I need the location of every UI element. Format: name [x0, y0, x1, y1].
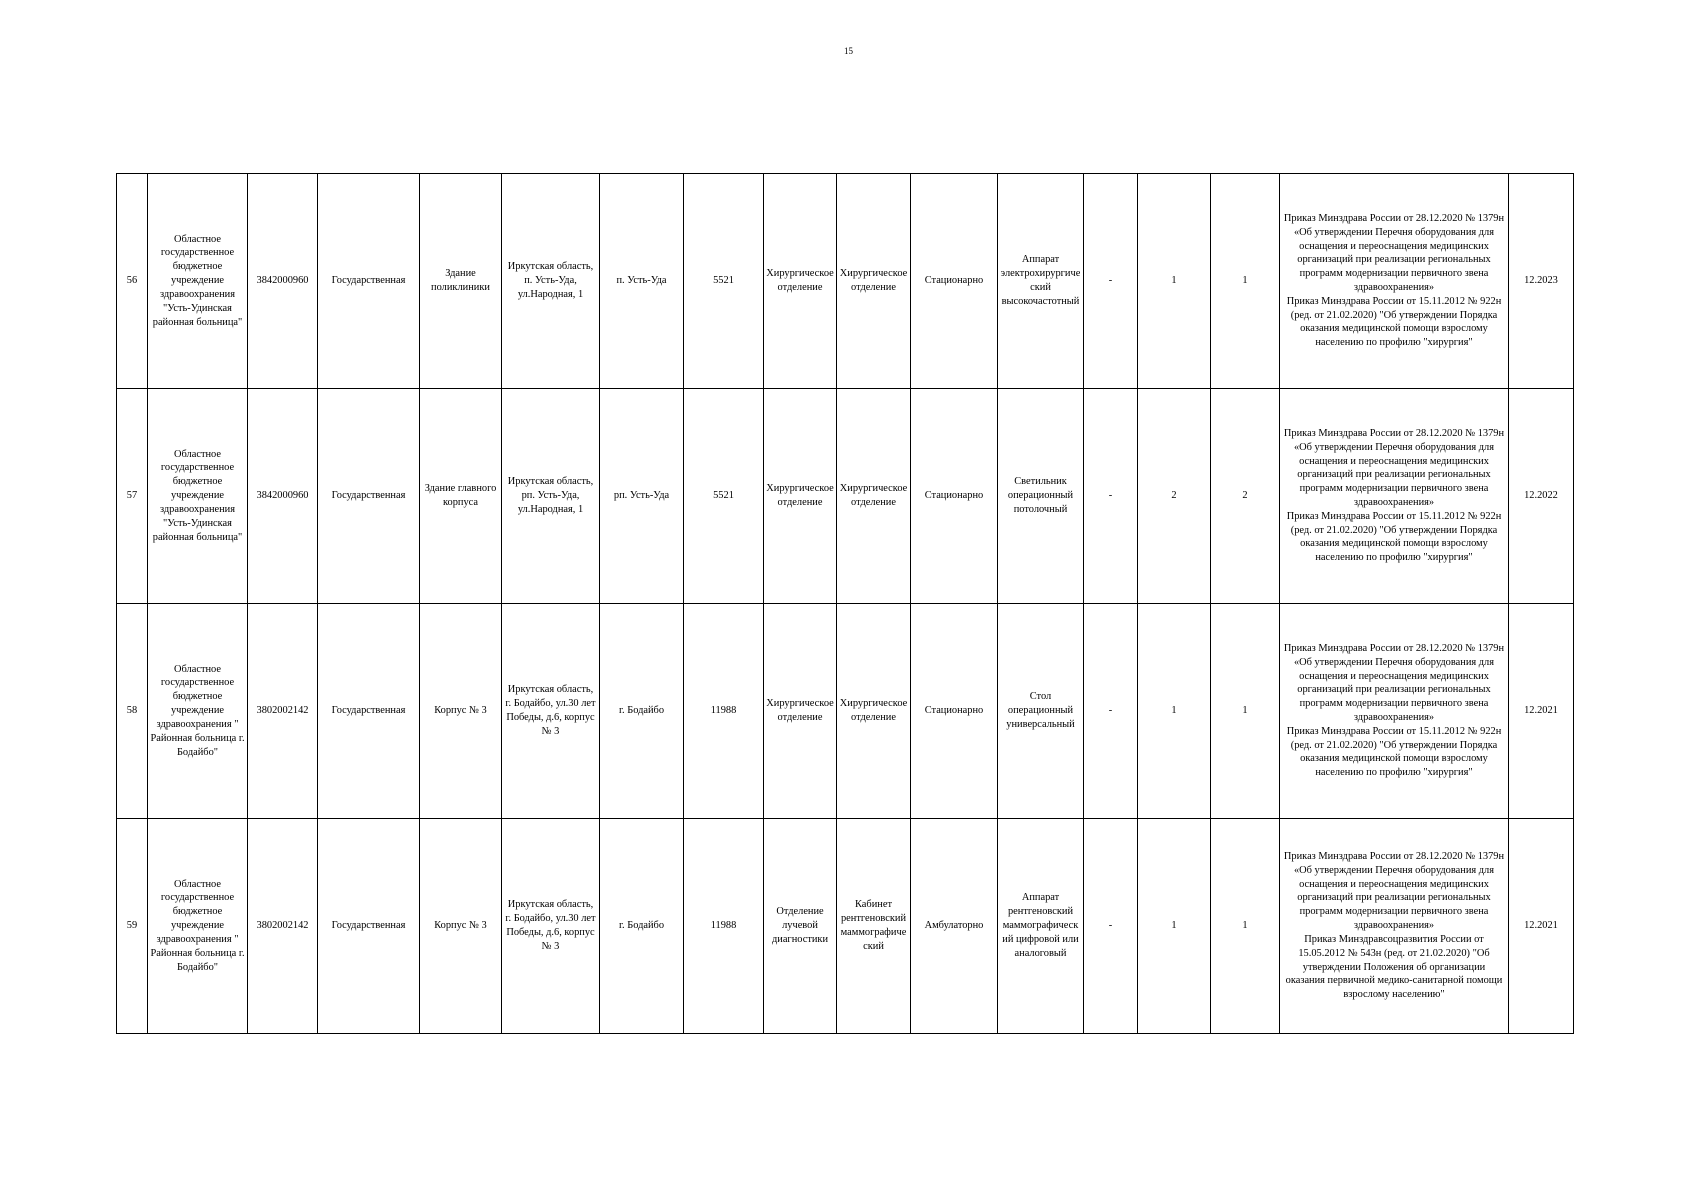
organization-name: Областное государственное бюджетное учреждение здравоохранения "Усть-Удинская районная больница" — [148, 389, 248, 604]
quantity-required: 2 — [1138, 389, 1211, 604]
building-name: Корпус № 3 — [420, 819, 502, 1034]
settlement: рп. Усть-Уда — [600, 389, 684, 604]
building-name: Здание главного корпуса — [420, 389, 502, 604]
inn: 3842000960 — [248, 389, 318, 604]
equipment-name: Стол операционный универсальный — [998, 604, 1084, 819]
care-form: Амбулаторно — [911, 819, 998, 1034]
delivery-date: 12.2021 — [1509, 819, 1574, 1034]
building-name: Здание поликлиники — [420, 174, 502, 389]
department: Отделение лучевой диагностики — [764, 819, 837, 1034]
organization-name: Областное государственное бюджетное учреждение здравоохранения "Усть-Удинская районная больница" — [148, 174, 248, 389]
organization-name: Областное государственное бюджетное учреждение здравоохранения " Районная больница г. Бодайбо" — [148, 819, 248, 1034]
delivery-date: 12.2021 — [1509, 604, 1574, 819]
unit: Хирургическое отделение — [837, 604, 911, 819]
regulatory-documents — [1280, 819, 1509, 1034]
quantity-existing: - — [1084, 389, 1138, 604]
population: 5521 — [684, 389, 764, 604]
department: Хирургическое отделение — [764, 174, 837, 389]
quantity-planned: 1 — [1211, 174, 1280, 389]
unit: Хирургическое отделение — [837, 389, 911, 604]
quantity-required: 1 — [1138, 819, 1211, 1034]
building-name: Корпус № 3 — [420, 604, 502, 819]
regulatory-documents-text: Приказ Минздрава России от 28.12.2020 № 1379н «Об утверждении Перечня оборудования для оснащения и переоснащения медицинских организаций при реализации региональных программ модернизации первичного звена здравоохранения» Приказ Минздрава России от 15.11.2012 № 922н (ред. от 21.02.2020) "Об утверждении Порядка оказания медицинской помощи взрослому населению по профилю "хирургия" — [1283, 642, 1505, 779]
table-row — [117, 389, 1574, 604]
quantity-required: 1 — [1138, 174, 1211, 389]
care-form: Стационарно — [911, 174, 998, 389]
department: Хирургическое отделение — [764, 389, 837, 604]
address: Иркутская область, г. Бодайбо, ул.30 лет Победы, д.6, корпус № 3 — [502, 604, 600, 819]
regulatory-documents — [1280, 174, 1509, 389]
regulatory-documents-text: Приказ Минздрава России от 28.12.2020 № 1379н «Об утверждении Перечня оборудования для оснащения и переоснащения медицинских организаций при реализации региональных программ модернизации первичного звена здравоохранения» Приказ Минздравсоцразвития России от 15.05.2012 № 543н (ред. от 21.02.2020) "Об утверждении Положения об организации оказания первичной медико-санитарной помощи взрослому населению" — [1283, 850, 1505, 1001]
row-number: 58 — [117, 604, 148, 819]
regulatory-documents-text: Приказ Минздрава России от 28.12.2020 № 1379н «Об утверждении Перечня оборудования для оснащения и переоснащения медицинских организаций при реализации региональных программ модернизации первичного звена здравоохранения» Приказ Минздрава России от 15.11.2012 № 922н (ред. от 21.02.2020) "Об утверждении Порядка оказания медицинской помощи взрослому населению по профилю "хирургия" — [1283, 427, 1505, 564]
equipment-registry-table — [116, 173, 1574, 1034]
settlement: п. Усть-Уда — [600, 174, 684, 389]
quantity-existing: - — [1084, 604, 1138, 819]
table-row — [117, 174, 1574, 389]
regulatory-documents — [1280, 389, 1509, 604]
table-row — [117, 819, 1574, 1034]
care-form: Стационарно — [911, 389, 998, 604]
population: 11988 — [684, 819, 764, 1034]
inn: 3802002142 — [248, 819, 318, 1034]
address: Иркутская область, рп. Усть-Уда, ул.Народная, 1 — [502, 389, 600, 604]
organization-name: Областное государственное бюджетное учреждение здравоохранения " Районная больница г. Бодайбо" — [148, 604, 248, 819]
delivery-date: 12.2023 — [1509, 174, 1574, 389]
delivery-date: 12.2022 — [1509, 389, 1574, 604]
inn: 3802002142 — [248, 604, 318, 819]
regulatory-documents-text: Приказ Минздрава России от 28.12.2020 № 1379н «Об утверждении Перечня оборудования для оснащения и переоснащения медицинских организаций при реализации региональных программ модернизации первичного звена здравоохранения» Приказ Минздрава России от 15.11.2012 № 922н (ред. от 21.02.2020) "Об утверждении Порядка оказания медицинской помощи взрослому населению по профилю "хирургия" — [1283, 212, 1505, 349]
quantity-planned: 1 — [1211, 604, 1280, 819]
address: Иркутская область, п. Усть-Уда, ул.Народная, 1 — [502, 174, 600, 389]
row-number: 57 — [117, 389, 148, 604]
quantity-required: 1 — [1138, 604, 1211, 819]
ownership-form: Государственная — [318, 604, 420, 819]
table-row — [117, 604, 1574, 819]
department: Хирургическое отделение — [764, 604, 837, 819]
equipment-name: Аппарат рентгеновский маммографический цифровой или аналоговый — [998, 819, 1084, 1034]
settlement: г. Бодайбо — [600, 604, 684, 819]
quantity-existing: - — [1084, 174, 1138, 389]
population: 11988 — [684, 604, 764, 819]
row-number: 59 — [117, 819, 148, 1034]
equipment-name: Аппарат электрохирургический высокочастотный — [998, 174, 1084, 389]
care-form: Стационарно — [911, 604, 998, 819]
quantity-planned: 2 — [1211, 389, 1280, 604]
quantity-existing: - — [1084, 819, 1138, 1034]
quantity-planned: 1 — [1211, 819, 1280, 1034]
address: Иркутская область, г. Бодайбо, ул.30 лет Победы, д.6, корпус № 3 — [502, 819, 600, 1034]
ownership-form: Государственная — [318, 389, 420, 604]
inn: 3842000960 — [248, 174, 318, 389]
row-number: 56 — [117, 174, 148, 389]
unit: Кабинет рентгеновский маммографический — [837, 819, 911, 1034]
equipment-name: Светильник операционный потолочный — [998, 389, 1084, 604]
settlement: г. Бодайбо — [600, 819, 684, 1034]
regulatory-documents — [1280, 604, 1509, 819]
unit: Хирургическое отделение — [837, 174, 911, 389]
ownership-form: Государственная — [318, 174, 420, 389]
ownership-form: Государственная — [318, 819, 420, 1034]
population: 5521 — [684, 174, 764, 389]
page-number: 15 — [844, 46, 853, 56]
